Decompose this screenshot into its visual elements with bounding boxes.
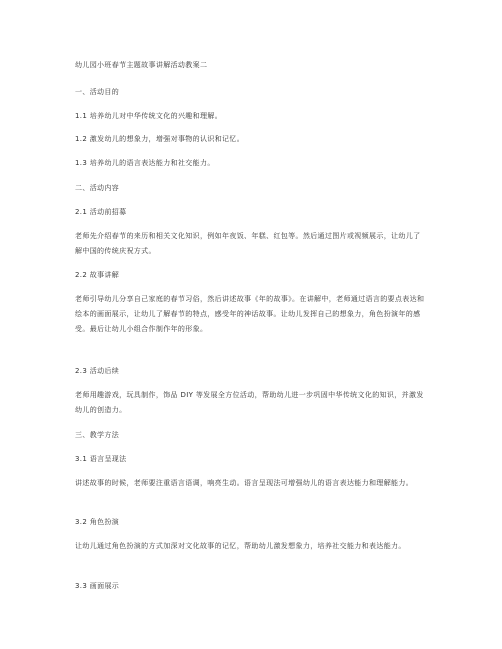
section-heading-2: 二、活动内容: [75, 184, 120, 192]
subsection-heading-3-3: 3.3 画面展示: [75, 582, 120, 590]
subsection-text-2-2: 老师引导幼儿分享自己家庭的春节习俗，然后讲述故事《年的故事》。在讲解中，老师通过语言的要点表达和绘本的画面展示，让幼儿了解春节的特点，感受年的神话故事。让幼儿发挥自己的想象力，角色扮演年的感受。最后让幼儿小组合作制作年的形象。: [75, 295, 425, 333]
section-1-item-1: 1.1 培养幼儿对中华传统文化的兴趣和理解。: [75, 112, 223, 120]
subsection-heading-2-3: 2.3 活动后续: [75, 367, 120, 375]
section-heading-1: 一、活动目的: [75, 88, 120, 96]
section-1-item-3: 1.3 培养幼儿的语言表达能力和社交能力。: [75, 159, 215, 167]
subsection-text-2-3: 老师用趣游戏，玩具制作，饰品 DIY 等发展全方位活动，帮助幼儿进一步巩固中华传统文化的知识，并激发幼儿的创造力。: [75, 391, 424, 414]
subsection-heading-2-1: 2.1 活动前招募: [75, 208, 127, 216]
subsection-text-3-1: 讲述故事的时候，老师要注重语言语调，响亮生动。语言呈现法可增强幼儿的语言表达能力和理解能力。: [75, 479, 414, 487]
section-heading-3: 三、教学方法: [75, 431, 120, 439]
subsection-heading-3-1: 3.1 语言呈现法: [75, 455, 127, 463]
subsection-heading-2-2: 2.2 故事讲解: [75, 271, 120, 279]
subsection-text-3-2: 让幼儿通过角色扮演的方式加深对文化故事的记忆，帮助幼儿激发想象力，培养社交能力和表达能力。: [75, 542, 406, 550]
section-1-item-2: 1.2 激发幼儿的想象力，增强对事物的认识和记忆。: [75, 135, 245, 143]
subsection-text-2-1: 老师先介绍春节的来历和相关文化知识，例如年夜饭、年糕、红包等。然后通过图片或视频展示，让幼儿了解中国的传统庆祝方式。: [75, 232, 421, 255]
document-title: 幼儿园小班春节主题故事讲解活动教案二: [75, 61, 208, 69]
subsection-heading-3-2: 3.2 角色扮演: [75, 518, 120, 526]
